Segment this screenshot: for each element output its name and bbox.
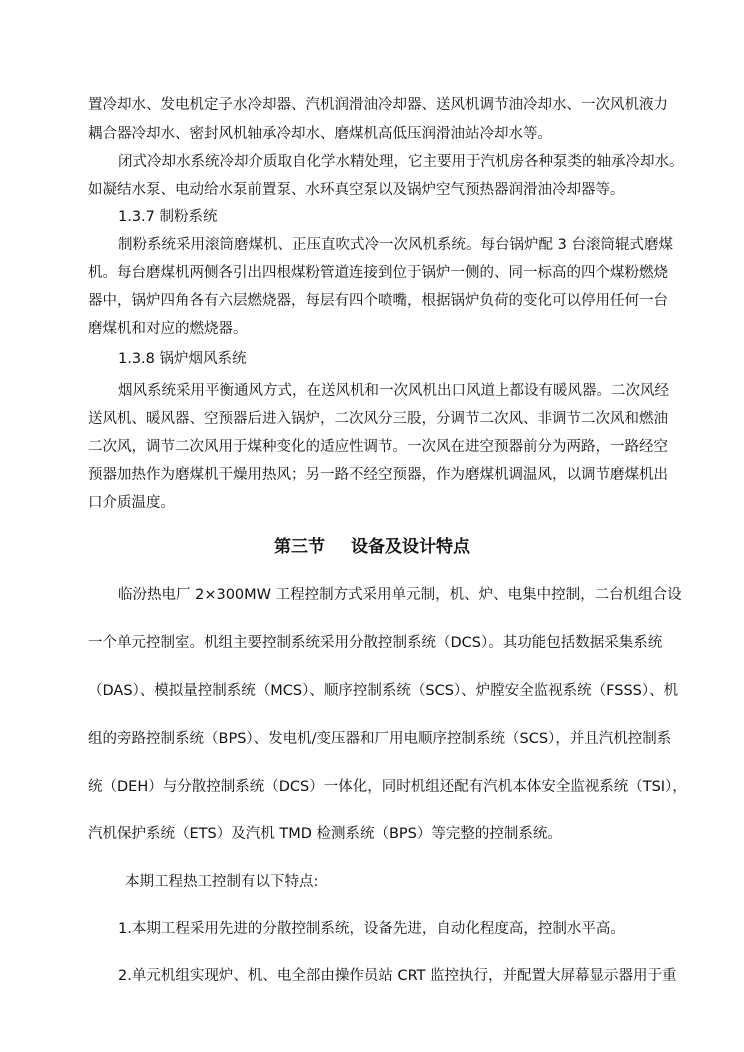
paragraph-line: 闭式冷却水系统冷却介质取自化学水精处理，它主要用于汽机房各种泵类的轴承冷却水。 xyxy=(118,154,684,170)
paragraph-line: 送风机、暖风器、空预器后进入锅炉，二次风分三股，分调节二次风、非调节二次风和燃油 xyxy=(88,411,668,427)
paragraph-line: 如凝结水泵、电动给水泵前置泵、水环真空泵以及锅炉空气预热器润滑油冷却器等。 xyxy=(88,182,625,198)
paragraph-line: 烟风系统采用平衡通风方式，在送风机和一次风机出口风道上都设有暖风器。二次风经 xyxy=(118,383,669,399)
paragraph-line: 临汾热电厂 2×300MW 工程控制方式采用单元制，机、炉、电集中控制，二台机组合设 xyxy=(118,587,682,603)
paragraph-line: 耦合器冷却水、密封风机轴承冷却水、磨煤机高低压润滑油站冷却水等。 xyxy=(88,126,552,142)
paragraph-line: 预器加热作为磨煤机干燥用热风；另一路不经空预器，作为磨煤机调温风，以调节磨煤机出 xyxy=(88,467,668,483)
paragraph-line: 组的旁路控制系统（BPS）、发电机/变压器和厂用电顺序控制系统（SCS），并且汽机控制系 xyxy=(88,731,672,747)
paragraph-line: 机。每台磨煤机两侧各引出四根煤粉管道连接到位于锅炉一侧的、同一标高的四个煤粉燃烧 xyxy=(88,265,668,281)
paragraph-line: 制粉系统采用滚筒磨煤机、正压直吹式冷一次风机系统。每台锅炉配 3 台滚筒辊式磨煤 xyxy=(118,237,673,253)
paragraph-line: 汽机保护系统（ETS）及汽机 TMD 检测系统（BPS）等完整的控制系统。 xyxy=(88,826,562,842)
section-heading xyxy=(0,535,744,559)
subsection-heading-1-3-8: 1.3.8 锅炉烟风系统 xyxy=(118,351,247,367)
paragraph-line: 置冷却水、发电机定子水冷却器、汽机润滑油冷却器、送风机调节油冷却水、一次风机液力 xyxy=(88,97,668,113)
section-title: 设备及设计特点 xyxy=(351,537,470,557)
paragraph-line: 二次风，调节二次风用于煤种变化的适应性调节。一次风在进空预器前分为两路，一路经空 xyxy=(88,439,668,455)
paragraph-line: 一个单元控制室。机组主要控制系统采用分散控制系统（DCS）。其功能包括数据采集系统 xyxy=(88,635,663,651)
paragraph-line: 口介质温度。 xyxy=(88,495,175,511)
list-item-1: 1.本期工程采用先进的分散控制系统，设备先进，自动化程度高，控制水平高。 xyxy=(118,921,625,937)
paragraph-line: 统（DEH）与分散控制系统（DCS）一体化，同时机组还配有汽机本体安全监视系统（TSI）， xyxy=(88,779,687,795)
paragraph-line: 器中，锅炉四角各有六层燃烧器，每层有四个喷嘴，根据锅炉负荷的变化可以停用任何一台 xyxy=(88,293,668,309)
subsection-heading-1-3-7: 1.3.7 制粉系统 xyxy=(118,209,218,225)
list-item-2: 2.单元机组实现炉、机、电全部由操作员站 CRT 监控执行，并配置大屏幕显示器用于重 xyxy=(118,968,677,984)
section-number: 第三节 xyxy=(274,537,325,557)
paragraph-line: 磨煤机和对应的燃烧器。 xyxy=(88,321,248,337)
paragraph-line: 本期工程热工控制有以下特点: xyxy=(125,874,319,890)
paragraph-line: （DAS）、模拟量控制系统（MCS）、顺序控制系统（SCS）、炉膛安全监视系统（FSSS）、机 xyxy=(88,683,679,699)
